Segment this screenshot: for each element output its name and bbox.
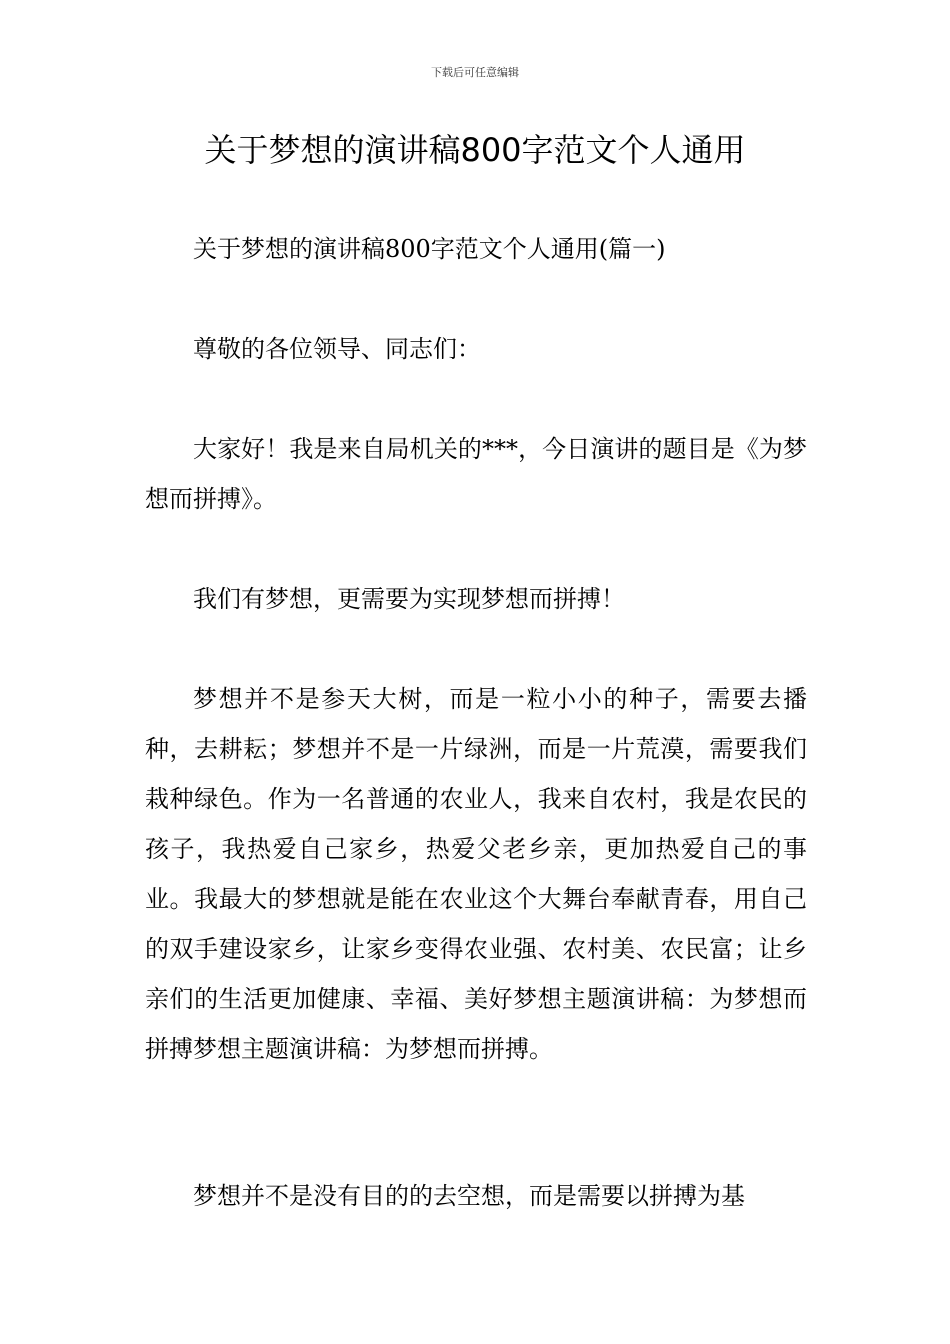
document-body [145, 0, 807, 1344]
paragraph-continuation: 梦想并不是没有目的的去空想，而是需要以拼搏为基 [193, 1182, 745, 1210]
header-note: 下载后可任意编辑 [431, 66, 519, 79]
paragraph-main: 梦想并不是参天大树，而是一粒小小的种子，需要去播种，去耕耘；梦想并不是一片绿洲，而是一片荒漠，需要我们栽种绿色。作为一名普通的农业人，我来自农村，我是农民的孩子，我热爱自己家乡，热爱父老乡亲，更加热爱自己的事业。我最大的梦想就是能在农业这个大舞台奉献青春，用自己的双手建设家乡，让家乡变得农业强、农村美、农民富；让乡亲们的生活更加健康、幸福、美好梦想主题演讲稿：为梦想而拼搏梦想主题演讲稿：为梦想而拼搏。 [145, 685, 807, 1063]
document-title: 关于梦想的演讲稿800字范文个人通用 [204, 131, 746, 169]
paragraph-subtitle: 关于梦想的演讲稿800字范文个人通用(篇一) [193, 235, 666, 263]
paragraph-intro: 大家好！我是来自局机关的***，今日演讲的题目是《为梦想而拼搏》。 [145, 435, 807, 513]
paragraph-greeting: 尊敬的各位领导、同志们： [193, 335, 481, 363]
paragraph-dream-statement: 我们有梦想，更需要为实现梦想而拼搏！ [193, 585, 625, 613]
